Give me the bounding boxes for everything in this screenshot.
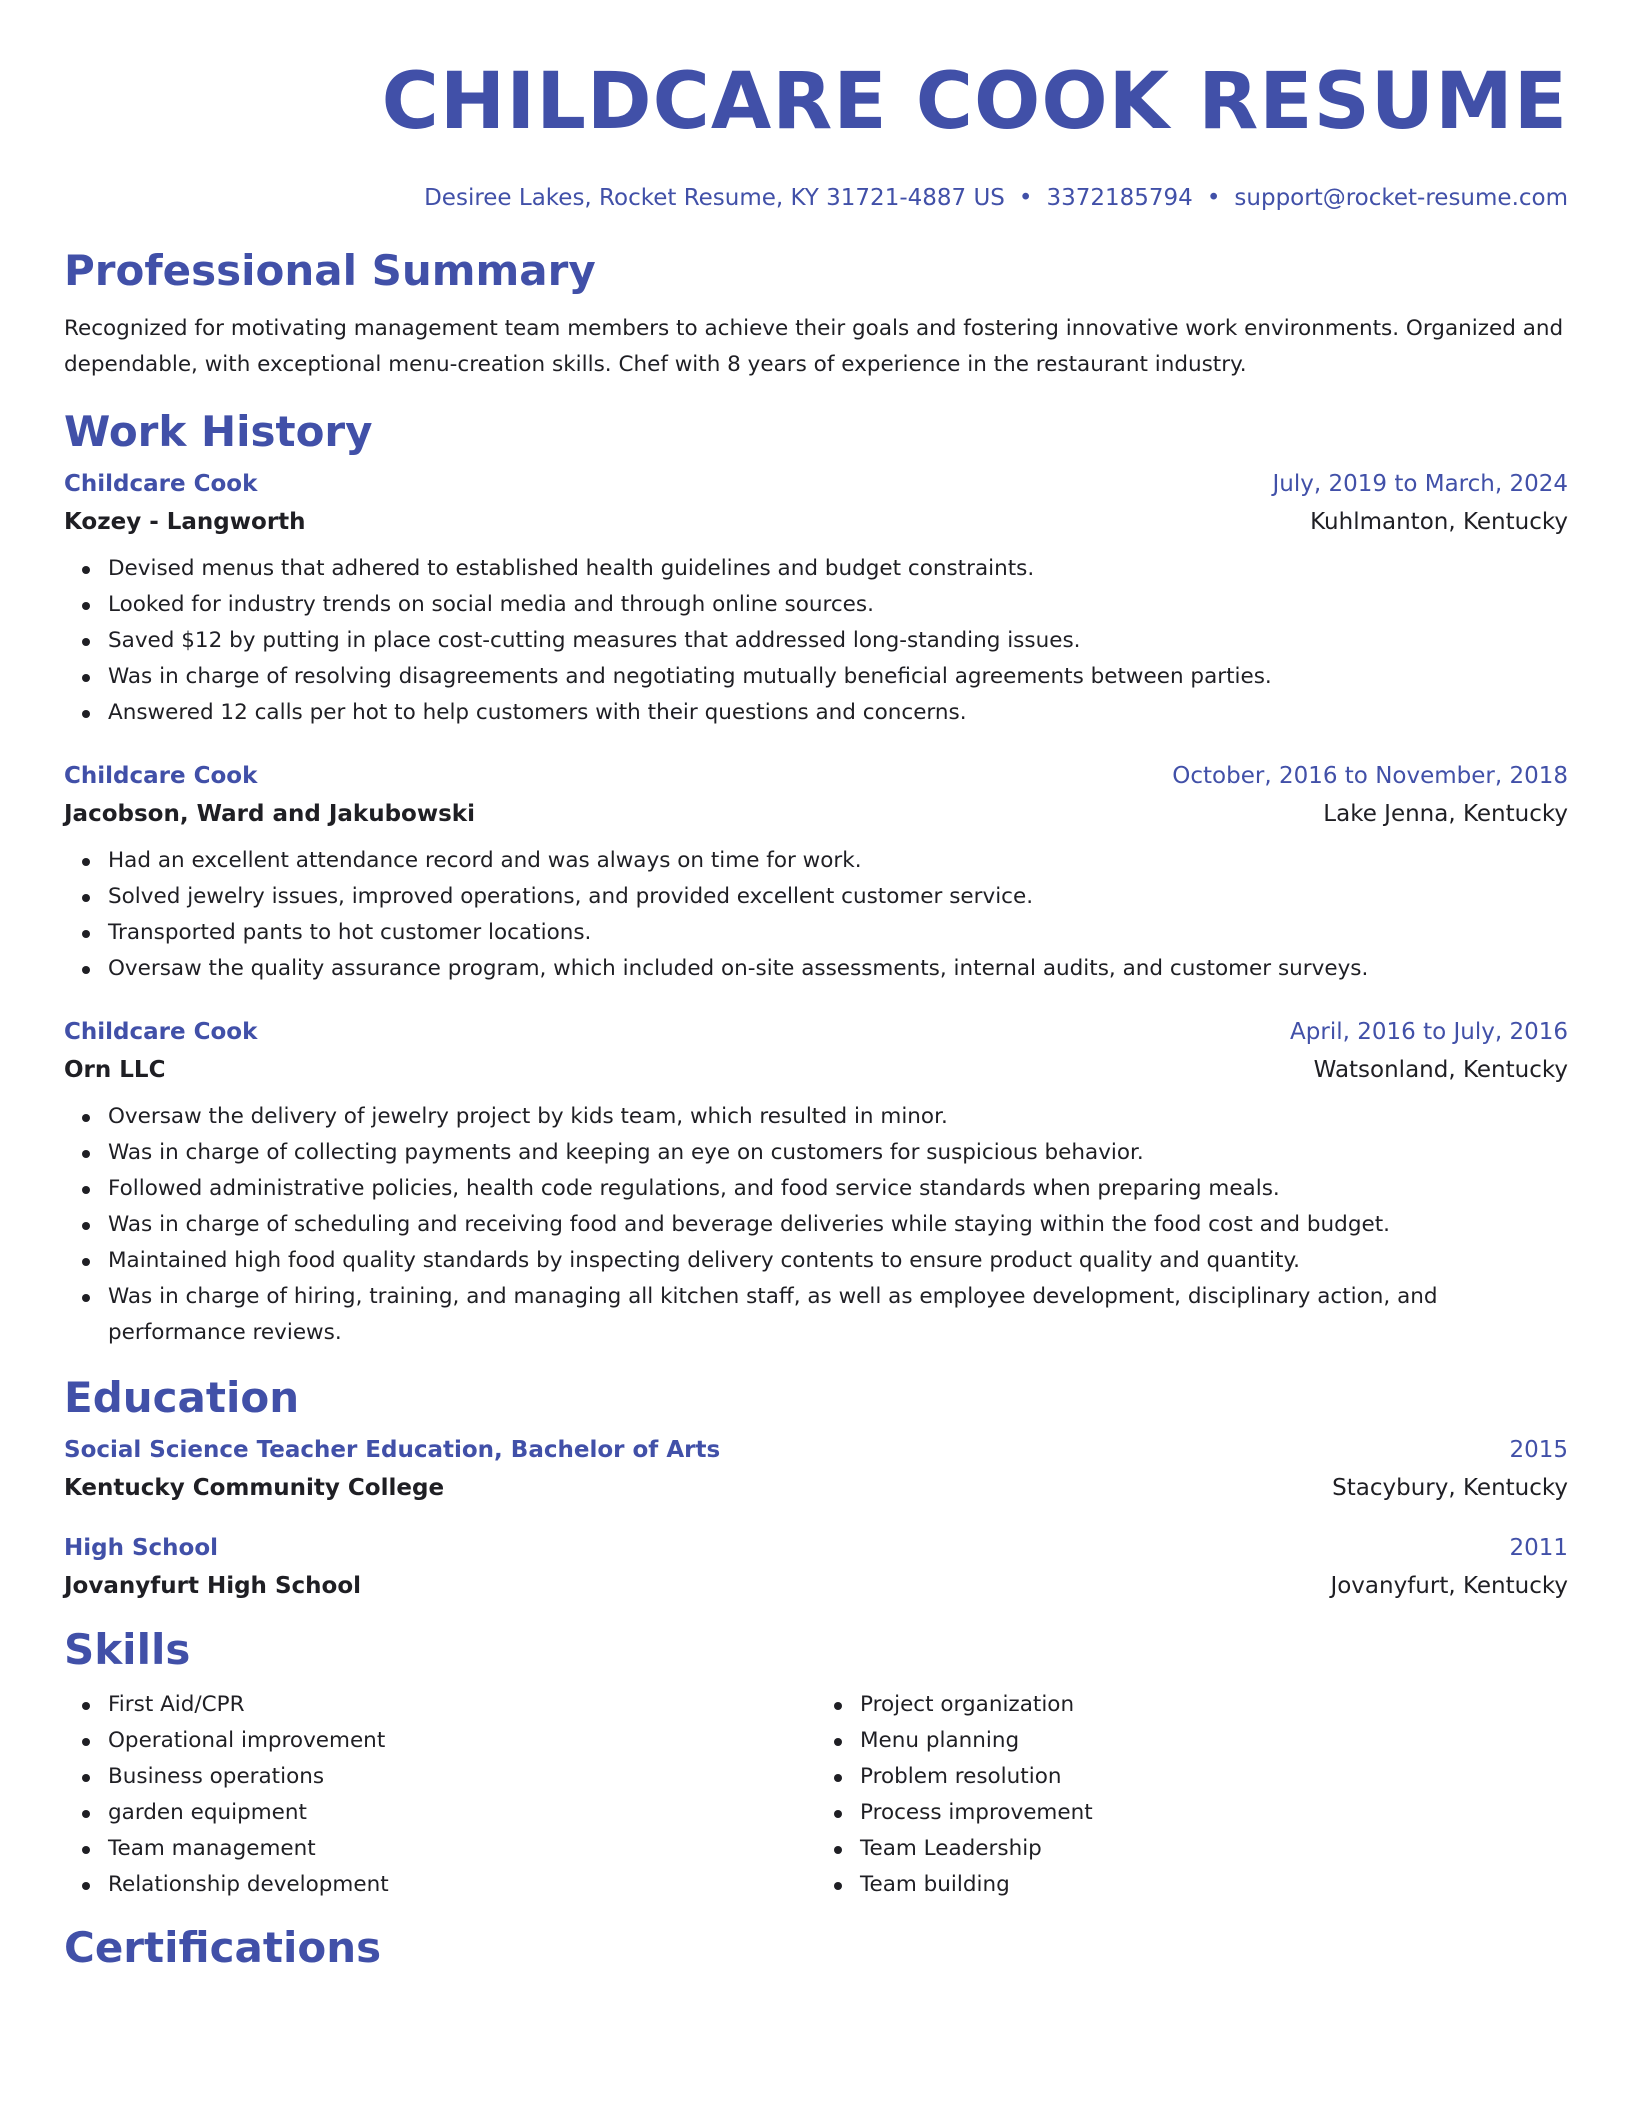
job-dates: April, 2016 to July, 2016: [1290, 1019, 1568, 1045]
job-subheader: [64, 799, 1568, 829]
job-company: Orn LLC: [64, 1057, 166, 1083]
education-heading: Education: [64, 1373, 300, 1422]
education-year: 2011: [1509, 1535, 1568, 1561]
job-bullets: [80, 843, 1568, 987]
skill-item: Business operations: [80, 1759, 816, 1795]
education-degree: Social Science Teacher Education, Bachelor of Arts: [64, 1437, 721, 1463]
job-entry: [64, 761, 1568, 987]
skill-item: Team management: [80, 1831, 816, 1867]
education-school: Kentucky Community College: [64, 1475, 445, 1501]
job-bullet: Oversaw the delivery of jewelry project by kids team, which resulted in minor.: [80, 1099, 1568, 1135]
job-title: Childcare Cook: [64, 763, 258, 789]
skills-heading: Skills: [64, 1625, 191, 1674]
job-bullet: Saved $12 by putting in place cost-cutting measures that addressed long-standing issues.: [80, 623, 1568, 659]
education-year: 2015: [1509, 1437, 1568, 1463]
job-entry: [64, 469, 1568, 731]
skills-column-right: [832, 1687, 1568, 1903]
job-bullet: Was in charge of resolving disagreements and negotiating mutually beneficial agreements between parties.: [80, 659, 1568, 695]
job-header: [64, 761, 1568, 791]
job-location: Kuhlmanton, Kentucky: [1310, 509, 1568, 535]
job-bullet: Looked for industry trends on social media and through online sources.: [80, 587, 1568, 623]
job-bullet: Oversaw the quality assurance program, which included on-site assessments, internal audits, and customer surveys.: [80, 951, 1568, 987]
contact-address: Desiree Lakes, Rocket Resume, KY 31721-4887 US: [424, 185, 1005, 211]
job-subheader: [64, 1055, 1568, 1085]
job-bullets: [80, 1099, 1568, 1351]
job-title: Childcare Cook: [64, 471, 258, 497]
education-location: Jovanyfurt, Kentucky: [1330, 1573, 1568, 1599]
education-header: [64, 1533, 1568, 1563]
education-entry: [64, 1533, 1568, 1601]
resume-title: CHILDCARE COOK RESUME: [381, 57, 1568, 147]
job-bullet: Answered 12 calls per hot to help customers with their questions and concerns.: [80, 695, 1568, 731]
summary-text: Recognized for motivating management team members to achieve their goals and fostering innovative work environments. Organized and dependable, with exceptional menu-creation skills. Chef with 8 years of experience in the restaurant industry.: [64, 316, 1564, 377]
job-header: [64, 1017, 1568, 1047]
skill-item: Problem resolution: [832, 1759, 1568, 1795]
job-bullet: Was in charge of scheduling and receiving food and beverage deliveries while staying within the food cost and budget.: [80, 1207, 1568, 1243]
job-bullet: Devised menus that adhered to established health guidelines and budget constraints.: [80, 551, 1568, 587]
contact-phone: 3372185794: [1046, 185, 1193, 211]
job-company: Jacobson, Ward and Jakubowski: [64, 801, 475, 827]
job-bullet: Was in charge of collecting payments and keeping an eye on customers for suspicious behavior.: [80, 1135, 1568, 1171]
skill-item: Relationship development: [80, 1867, 816, 1903]
skill-item: Project organization: [832, 1687, 1568, 1723]
job-bullet: Transported pants to hot customer locations.: [80, 915, 1568, 951]
job-title: Childcare Cook: [64, 1019, 258, 1045]
work-history-heading: Work History: [64, 407, 373, 456]
contact-line: [64, 184, 1568, 212]
skill-item: Menu planning: [832, 1723, 1568, 1759]
education-subheader: [64, 1473, 1568, 1503]
skill-item: Process improvement: [832, 1795, 1568, 1831]
contact-email: support@rocket-resume.com: [1234, 185, 1568, 211]
job-bullet: Followed administrative policies, health code regulations, and food service standards when preparing meals.: [80, 1171, 1568, 1207]
skill-item: First Aid/CPR: [80, 1687, 816, 1723]
skills-list: [64, 1687, 1568, 1903]
job-header: [64, 469, 1568, 499]
job-location: Lake Jenna, Kentucky: [1323, 801, 1568, 827]
job-bullet: Had an excellent attendance record and was always on time for work.: [80, 843, 1568, 879]
summary-heading: Professional Summary: [64, 246, 596, 295]
job-entry: [64, 1017, 1568, 1351]
job-subheader: [64, 507, 1568, 537]
job-bullets: [80, 551, 1568, 731]
job-bullet: Solved jewelry issues, improved operations, and provided excellent customer service.: [80, 879, 1568, 915]
education-degree: High School: [64, 1535, 219, 1561]
education-subheader: [64, 1571, 1568, 1601]
skill-item: Operational improvement: [80, 1723, 816, 1759]
job-bullet: Was in charge of hiring, training, and managing all kitchen staff, as well as employee development, disciplinary action, and performance reviews.: [80, 1279, 1568, 1351]
job-bullet: Maintained high food quality standards by inspecting delivery contents to ensure product quality and quantity.: [80, 1243, 1568, 1279]
education-school: Jovanyfurt High School: [64, 1573, 362, 1599]
skill-item: Team Leadership: [832, 1831, 1568, 1867]
job-dates: October, 2016 to November, 2018: [1172, 763, 1568, 789]
job-location: Watsonland, Kentucky: [1313, 1057, 1568, 1083]
education-entry: [64, 1435, 1568, 1503]
contact-separator: •: [1018, 185, 1033, 211]
certifications-heading: Certifications: [64, 1923, 382, 1972]
skills-column-left: [80, 1687, 816, 1903]
education-location: Stacybury, Kentucky: [1332, 1475, 1568, 1501]
job-company: Kozey - Langworth: [64, 509, 306, 535]
skill-item: Team building: [832, 1867, 1568, 1903]
education-header: [64, 1435, 1568, 1465]
skill-item: garden equipment: [80, 1795, 816, 1831]
job-dates: July, 2019 to March, 2024: [1272, 471, 1568, 497]
contact-separator: •: [1206, 185, 1221, 211]
